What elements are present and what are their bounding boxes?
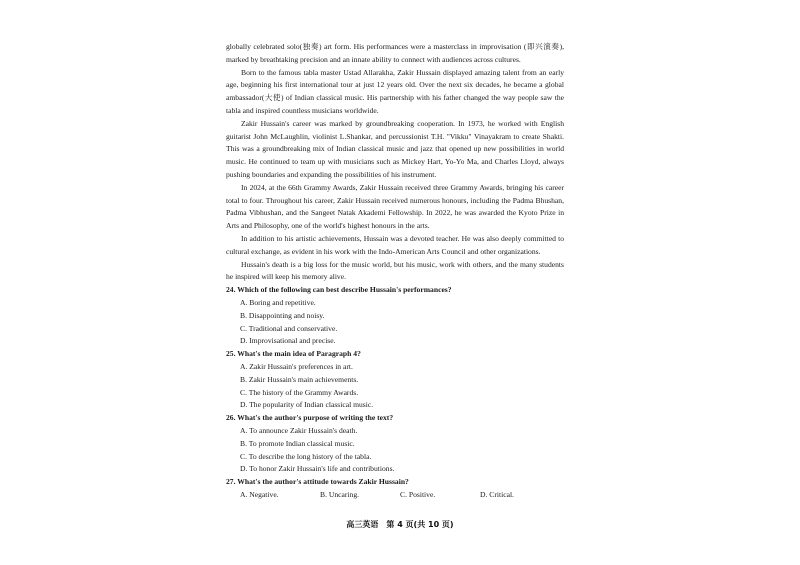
question-stem: 26. What's the author's purpose of writing the text? (226, 413, 394, 423)
passage-paragraph: Born to the famous tabla master Ustad Allarakha, Zakir Hussain displayed amazing talent from an early age, beginning his first international tour at just 12 years old. Over the next six decades, he became a global ambassador(大使) of Indian classical music. His partnership with his father changed the way people saw the tabla and inspired countless musicians worldwide. (226, 67, 564, 115)
answer-option: D. Critical. (480, 489, 514, 499)
answer-option: C. The history of the Grammy Awards. (240, 387, 359, 397)
passage-paragraph: globally celebrated solo(独奏) art form. His performances were a masterclass in improvisation (即兴演奏), marked by breathtaking precision and an innate ability to connect with audiences across cultures. (226, 42, 564, 64)
exam-page (226, 41, 564, 502)
answer-option: A. Negative. (240, 489, 279, 499)
passage-paragraph: In addition to his artistic achievements, Hussain was a devoted teacher. He was also deeply committed to cultural exchange, as evident in his work with the Indo-American Arts Council and other organizations. (226, 233, 564, 256)
answer-option: B. Zakir Hussain's main achievements. (240, 374, 359, 384)
answer-option: A. Boring and repetitive. (240, 297, 316, 307)
reading-passage (226, 41, 564, 284)
question-27 (226, 476, 564, 502)
answer-option: D. To honor Zakir Hussain's life and contributions. (240, 464, 395, 474)
page-footer: 高三英语 第 4 页(共 10 页) (346, 520, 454, 529)
answer-option: A. Zakir Hussain's preferences in art. (240, 361, 353, 371)
answer-option: C. Positive. (400, 489, 436, 499)
answer-option: B. Uncaring. (320, 489, 360, 499)
answer-option: C. To describe the long history of the tabla. (240, 451, 372, 461)
answer-option: D. The popularity of Indian classical music. (240, 400, 374, 410)
passage-paragraph: Zakir Hussain's career was marked by groundbreaking cooperation. In 1973, he worked with English guitarist John McLaughlin, violinist L.Shankar, and percussionist T.H. "Vikku" Vinayakram to create Shakti. This was a groundbreaking mix of Indian classical music and jazz that opened up new possibilities in world music. He continued to team up with musicians such as Mickey Hart, Yo-Yo Ma, and Charles Lloyd, always pushing boundaries and expanding the possibilities of his instrument. (226, 118, 564, 179)
question-26 (226, 412, 564, 476)
question-stem: 27. What's the author's attitude towards Zakir Hussain? (226, 477, 409, 487)
answer-options-row (226, 489, 564, 502)
passage-paragraph: In 2024, at the 66th Grammy Awards, Zakir Hussain received three Grammy Awards, bringing his career total to four. Throughout his career, Zakir Hussain received numerous honours, including the Padma Bhushan, Padma Vibhushan, and the Sangeet Natak Akademi Fellowship. In 2022, he was awarded the Kyoto Prize in Arts and Philosophy, one of the world's highest honours in the arts. (226, 182, 564, 231)
question-stem: 24. Which of the following can best describe Hussain's performances? (226, 285, 452, 295)
passage-paragraph: Hussain's death is a big loss for the music world, but his music, work with others, and the many students he inspired will keep his memory alive. (226, 259, 564, 282)
answer-option: D. Improvisational and precise. (240, 336, 336, 346)
answer-option: B. Disappointing and noisy. (240, 310, 325, 320)
answer-option: C. Traditional and conservative. (240, 323, 338, 333)
question-25 (226, 348, 564, 412)
question-stem: 25. What's the main idea of Paragraph 4? (226, 349, 361, 359)
answer-option: A. To announce Zakir Hussain's death. (240, 425, 358, 435)
question-24 (226, 284, 564, 348)
answer-option: B. To promote Indian classical music. (240, 438, 355, 448)
